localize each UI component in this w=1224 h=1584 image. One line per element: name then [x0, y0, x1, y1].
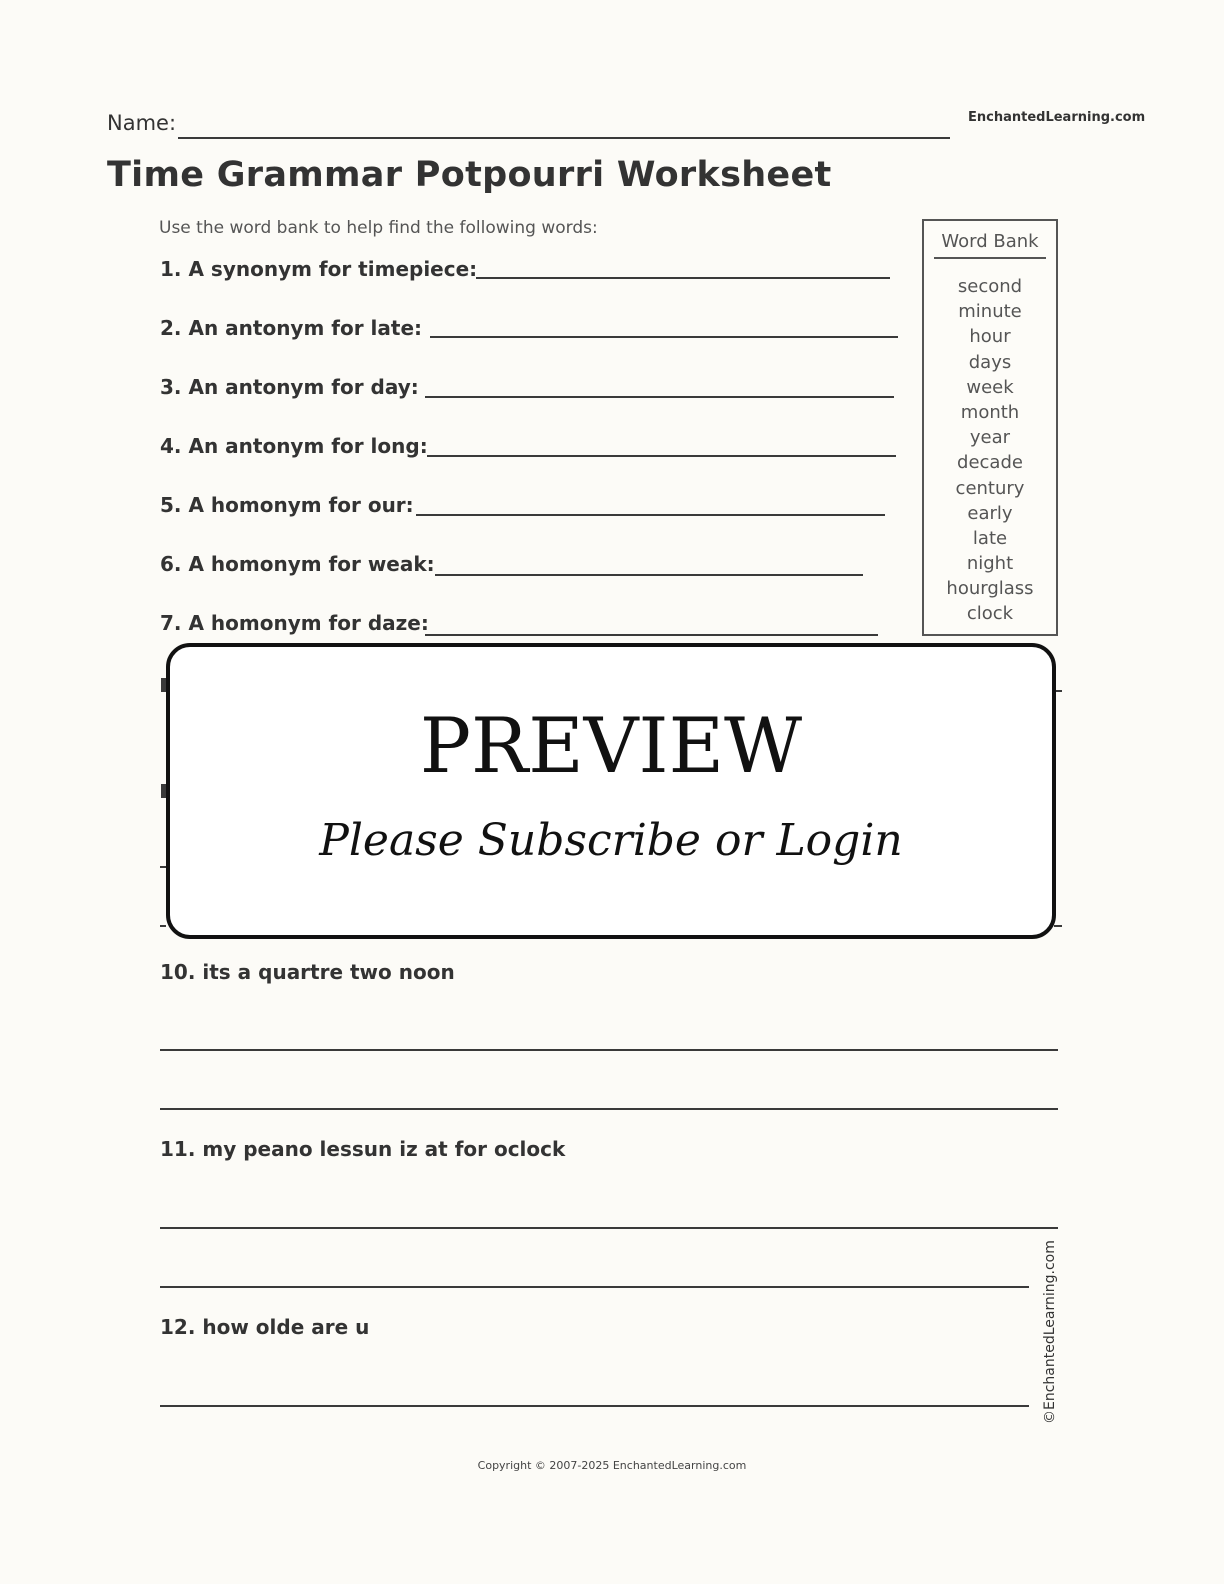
- answer-line-3[interactable]: [425, 396, 894, 398]
- answer-line-2[interactable]: [430, 336, 898, 338]
- question-3: 3. An antonym for day:: [160, 375, 419, 399]
- word-bank-item: hour: [969, 326, 1011, 348]
- name-label: Name:: [107, 111, 177, 135]
- word-bank-item: year: [969, 427, 1011, 449]
- answer-line-5[interactable]: [416, 514, 885, 516]
- subscribe-login-prompt[interactable]: Please Subscribe or Login: [319, 815, 903, 866]
- word-bank-divider: [934, 257, 1046, 259]
- answer-line-4[interactable]: [427, 455, 896, 457]
- question-6: 6. A homonym for weak:: [160, 552, 435, 576]
- word-bank-item: minute: [958, 301, 1022, 323]
- footer-copyright: Copyright © 2007-2025 EnchantedLearning.com: [477, 1459, 747, 1472]
- question-5: 5. A homonym for our:: [160, 493, 414, 517]
- word-bank-item: century: [955, 477, 1025, 499]
- hidden-answer-line: [160, 925, 166, 927]
- word-bank-item: night: [966, 553, 1014, 575]
- word-bank-item: hourglass: [946, 578, 1034, 600]
- site-logo-text: EnchantedLearning.com: [968, 110, 1146, 125]
- answer-line-11b[interactable]: [160, 1286, 1029, 1288]
- name-line[interactable]: [178, 137, 950, 139]
- answer-line-11a[interactable]: [160, 1227, 1058, 1229]
- preview-title: PREVIEW: [419, 701, 803, 790]
- answer-line-12[interactable]: [160, 1405, 1029, 1407]
- question-11: 11. my peano lessun iz at for oclock: [160, 1137, 566, 1161]
- word-bank-item: clock: [966, 603, 1014, 625]
- instructions: Use the word bank to help find the following words:: [159, 218, 598, 238]
- word-bank-item: month: [960, 401, 1020, 423]
- question-1: 1. A synonym for timepiece:: [160, 257, 478, 281]
- question-12: 12. how olde are u: [160, 1315, 370, 1339]
- question-2: 2. An antonym for late:: [160, 316, 423, 340]
- preview-overlay[interactable]: [166, 643, 1056, 939]
- answer-line-7[interactable]: [425, 634, 878, 636]
- word-bank-title: Word Bank: [941, 231, 1039, 252]
- word-bank-list: [924, 274, 1056, 627]
- word-bank-item: early: [967, 502, 1013, 524]
- answer-line-1[interactable]: [476, 277, 890, 279]
- word-bank-item: decade: [957, 452, 1023, 474]
- side-copyright: ©EnchantedLearning.com: [1042, 1240, 1058, 1424]
- question-10: 10. its a quartre two noon: [160, 960, 455, 984]
- word-bank-item: second: [957, 276, 1023, 297]
- word-bank-item: week: [966, 376, 1014, 398]
- question-7: 7. A homonym for daze:: [160, 611, 429, 635]
- answer-line-10b[interactable]: [160, 1108, 1058, 1110]
- answer-line-10a[interactable]: [160, 1049, 1058, 1051]
- answer-line-6[interactable]: [435, 574, 863, 576]
- word-bank-item: days: [968, 351, 1012, 373]
- word-bank: [922, 219, 1058, 636]
- hidden-answer-line: [1054, 925, 1062, 927]
- worksheet-title: Time Grammar Potpourri Worksheet: [107, 155, 832, 195]
- word-bank-item: late: [972, 527, 1008, 549]
- question-4: 4. An antonym for long:: [160, 434, 428, 458]
